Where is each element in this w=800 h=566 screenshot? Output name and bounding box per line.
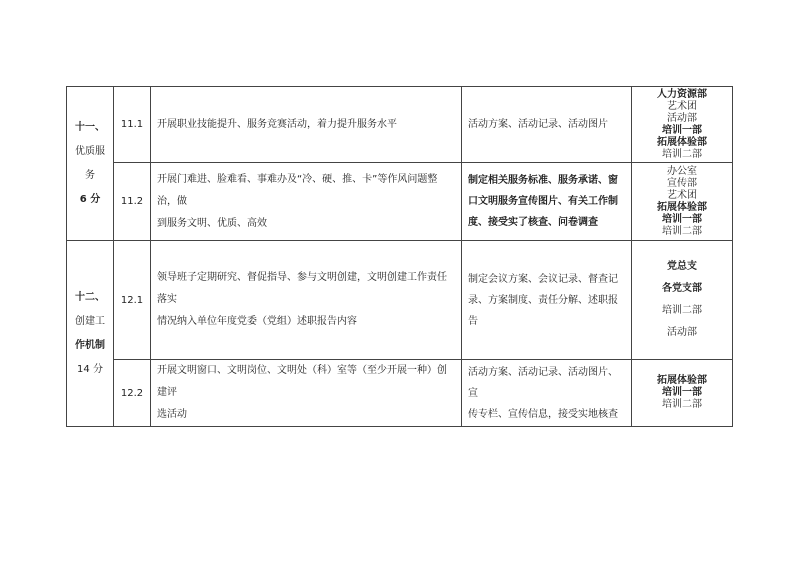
item-code: 11.2 <box>114 163 151 241</box>
requirement-text: 领导班子定期研究、督促指导、参与文明创建，文明创建工作责任落实 <box>157 272 447 305</box>
department-name: 培训二部 <box>662 148 702 160</box>
materials-text: 制定相关服务标准、服务承诺、窗 <box>468 175 618 186</box>
department-name: 培训一部 <box>662 124 702 136</box>
department-name: 拓展体验部 <box>657 136 707 148</box>
category-cell <box>67 241 114 427</box>
requirement-cell <box>151 360 462 427</box>
department-name: 各党支部 <box>662 283 702 294</box>
table-row <box>67 87 733 163</box>
departments-cell <box>632 360 733 427</box>
departments-cell <box>632 163 733 241</box>
departments-cell <box>632 241 733 360</box>
category-number: 十一、 <box>75 121 105 133</box>
category-title-line: 创建工 <box>75 315 105 327</box>
requirement-text: 选活动 <box>157 409 187 420</box>
materials-text: 度、接受实了核查、问卷调查 <box>468 217 598 228</box>
department-name: 党总支 <box>667 261 697 272</box>
category-title-line: 作机制 <box>75 339 105 351</box>
materials-cell <box>462 163 632 241</box>
department-name: 办公室 <box>667 165 697 177</box>
item-code: 12.1 <box>114 241 151 360</box>
requirement-text: 开展职业技能提升、服务竞赛活动，着力提升服务水平 <box>157 118 397 130</box>
requirement-cell <box>151 163 462 241</box>
category-number: 十二、 <box>75 291 105 303</box>
category-title-line: 优质服 <box>75 145 105 157</box>
evaluation-table <box>66 86 733 427</box>
category-score: 6 分 <box>79 193 101 205</box>
department-name: 拓展体验部 <box>657 375 707 386</box>
item-code: 11.1 <box>114 87 151 163</box>
department-name: 培训二部 <box>662 225 702 237</box>
table-row <box>67 360 733 427</box>
table-row <box>67 241 733 360</box>
department-name: 培训二部 <box>662 305 702 316</box>
materials-text: 活动方案、活动记录、活动图片、宣 <box>468 366 618 399</box>
requirement-text: 开展门难进、脸难看、事难办及“冷、硬、推、卡”等作风问题整治，做 <box>157 173 438 207</box>
materials-text: 录、方案制度、责任分解、述职报告 <box>468 294 618 327</box>
requirement-text: 情况纳入单位年度党委（党组）述职报告内容 <box>157 316 357 327</box>
department-name: 艺术团 <box>667 100 697 112</box>
department-name: 培训一部 <box>662 387 702 398</box>
department-name: 活动部 <box>667 112 697 124</box>
materials-text: 活动方案、活动记录、活动图片 <box>468 119 608 130</box>
materials-text: 口文明服务宣传图片、有关工作制 <box>468 196 618 207</box>
requirement-cell <box>151 241 462 360</box>
materials-text: 制定会议方案、会议记录、督查记 <box>468 273 618 285</box>
department-name: 活动部 <box>667 327 697 338</box>
department-name: 宣传部 <box>667 177 697 189</box>
category-title-line: 务 <box>85 169 95 181</box>
department-name: 拓展体验部 <box>657 201 707 213</box>
materials-cell <box>462 87 632 163</box>
department-name: 培训二部 <box>662 399 702 410</box>
category-score: 14 分 <box>77 363 103 375</box>
requirement-cell <box>151 87 462 163</box>
materials-text: 传专栏、宣传信息，接受实地核查 <box>468 408 618 420</box>
item-code: 12.2 <box>114 360 151 427</box>
department-name: 艺术团 <box>667 189 697 201</box>
category-cell <box>67 87 114 241</box>
materials-cell <box>462 360 632 427</box>
materials-cell <box>462 241 632 360</box>
table-row <box>67 163 733 241</box>
department-name: 人力资源部 <box>657 88 707 100</box>
department-name: 培训一部 <box>662 213 702 225</box>
departments-cell <box>632 87 733 163</box>
requirement-text: 开展文明窗口、文明岗位、文明处（科）室等（至少开展一种）创建评 <box>157 365 447 398</box>
requirement-text: 到服务文明、优质、高效 <box>157 217 267 229</box>
